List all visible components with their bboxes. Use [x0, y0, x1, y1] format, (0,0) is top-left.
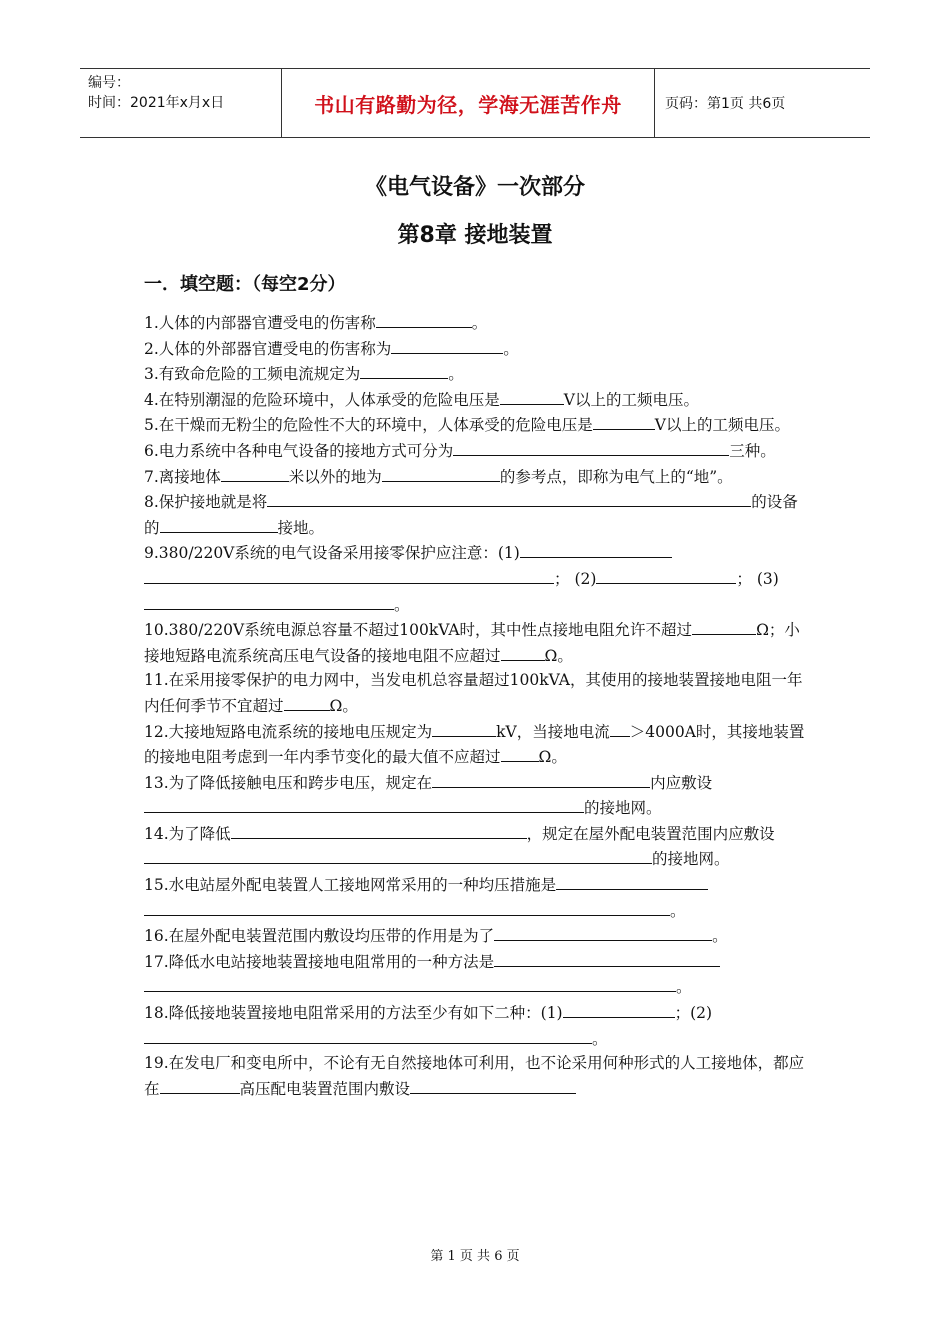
answer-blank	[144, 1026, 592, 1044]
answer-blank	[391, 336, 503, 354]
answer-blank	[144, 974, 676, 992]
question-12: 12.大接地短路电流系统的接地电压规定为 kV，当接地电流 ＞4000A时，其接地装置的接地电阻考虑到一年内季节变化的最大值不应超过 Ω。	[144, 719, 806, 770]
answer-blank	[221, 464, 289, 482]
answer-blank	[144, 846, 652, 864]
answer-blank	[144, 592, 394, 610]
number-label: 编号：	[88, 75, 130, 91]
question-list	[144, 310, 806, 1101]
answer-blank	[453, 438, 729, 456]
header-meta-cell	[80, 69, 281, 137]
answer-blank	[610, 719, 630, 737]
motto-text: 书山有路勤为径，学海无涯苦作舟	[314, 92, 622, 117]
question-11: 11.在采用接零保护的电力网中，当发电机总容量超过100kVA，其使用的接地装置接地电阻一年内任何季节不宜超过 Ω。	[144, 671, 803, 715]
question-8: 8.保护接地就是将 的设备的 接地。	[144, 489, 806, 540]
page-footer: 第 1 页 共 6 页	[430, 1249, 520, 1264]
answer-blank	[267, 489, 751, 507]
question-19: 19.在发电厂和变电所中，不论有无自然接地体可利用，也不论采用何种形式的人工接地体，都应在 高压配电装置范围内敷设	[144, 1054, 805, 1098]
question-5: 5.在干燥而无粉尘的危险性不大的环境中，人体承受的危险电压是 V以上的工频电压。	[144, 412, 806, 438]
answer-blank	[494, 949, 720, 967]
answer-blank	[144, 566, 554, 584]
answer-blank	[692, 617, 756, 635]
question-1: 1.人体的内部器官遭受电的伤害称 。	[144, 310, 806, 336]
answer-blank	[500, 387, 564, 405]
answer-blank	[410, 1076, 576, 1094]
answer-blank	[520, 540, 672, 558]
document-header-table	[80, 68, 870, 138]
answer-blank	[611, 1000, 675, 1018]
answer-blank	[556, 872, 708, 890]
answer-blank	[360, 361, 448, 379]
question-16: 16.在屋外配电装置范围内敷设均压带的作用是为了 。	[144, 923, 806, 949]
answer-blank	[432, 770, 650, 788]
answer-blank	[501, 744, 539, 762]
header-page-cell	[655, 69, 870, 137]
question-6: 6.电力系统中各种电气设备的接地方式可分为 三种。	[144, 438, 806, 464]
question-7: 7.离接地体 米以外的地为 的参考点，即称为电气上的“地”。	[144, 464, 806, 490]
answer-blank	[160, 515, 278, 533]
answer-blank	[432, 719, 496, 737]
question-4: 4.在特别潮湿的危险环境中，人体承受的危险电压是 V以上的工频电压。	[144, 387, 806, 413]
answer-blank	[284, 693, 330, 711]
answer-blank	[563, 1000, 611, 1018]
question-18: 18.降低接地装置接地电阻常采用的方法至少有如下二种：(1) ；(2)。	[144, 1000, 806, 1051]
question-17: 17.降低水电站接地装置接地电阻常用的一种方法是。	[144, 949, 806, 1000]
question-14: 14.为了降低 ，规定在屋外配电装置范围内应敷设的接地网。	[144, 821, 806, 872]
date-label: 时间：2021年x月x日	[88, 95, 225, 111]
header-motto-cell	[281, 69, 655, 137]
answer-blank	[376, 310, 472, 328]
answer-blank	[231, 821, 527, 839]
answer-blank	[593, 412, 655, 430]
question-13: 13.为了降低接触电压和跨步电压，规定在 内应敷设的接地网。	[144, 770, 806, 821]
answer-blank	[382, 464, 500, 482]
section-heading: 一．填空题：（每空2分）	[144, 274, 346, 295]
page-info: 页码：第1页 共6页	[665, 96, 786, 112]
answer-blank	[144, 898, 670, 916]
document-title: 《电气设备》一次部分	[364, 175, 585, 200]
question-10: 10.380/220V系统电源总容量不超过100kVA时，其中性点接地电阻允许不超过 Ω；小接地短路电流系统高压电气设备的接地电阻不应超过 Ω。	[144, 617, 806, 668]
question-9: 9.380/220V系统的电气设备采用接零保护应注意：(1)； (2) ； (3)。	[144, 540, 806, 617]
question-3: 3.有致命危险的工频电流规定为 。	[144, 361, 806, 387]
answer-blank	[501, 643, 545, 661]
question-2: 2.人体的外部器官遭受电的伤害称为 。	[144, 336, 806, 362]
answer-blank	[494, 923, 712, 941]
question-15: 15.水电站屋外配电装置人工接地网常采用的一种均压措施是。	[144, 872, 806, 923]
answer-blank	[160, 1076, 240, 1094]
answer-blank	[144, 795, 584, 813]
chapter-title: 第8章 接地装置	[397, 223, 553, 248]
answer-blank	[596, 566, 736, 584]
